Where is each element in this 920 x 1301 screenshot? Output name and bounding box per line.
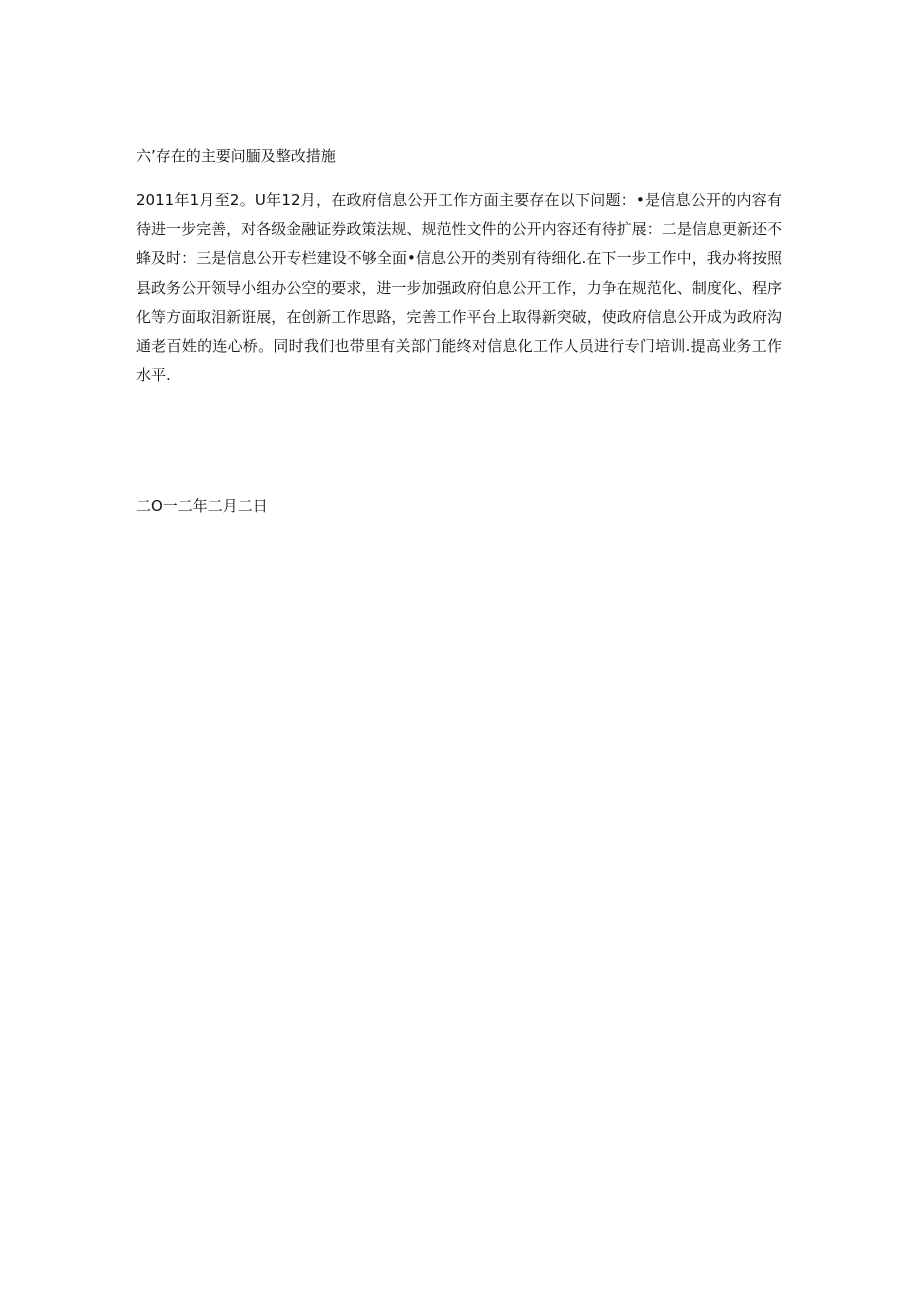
body-paragraph: 2011年1月至2。U年12月，在政府信息公开工作方面主要存在以下问题：•是信息公开的内容有待进一步完善，对各级金融证券政策法规、规范性文件的公开内容还有待扩展：二是信息更新还不蜂及时：三是信息公开专栏建设不够全面•信息公开的类别有待细化.在下一步工作中，我办将按照县政务公开领导小组办公空的要求，进一步加强政府伯息公开工作，力争在规范化、制度化、程序化等方面取泪新诳展，在创新工作思路，完善工作平台上取得新突破，使政府信息公开成为政府沟通老百姓的连心桥。同时我们也带里有关部门能终对信息化工作人员进行专门培训.提高业务工作水平.	[136, 191, 782, 385]
section-heading: 六’存在的主要问腼及整改措施	[136, 147, 336, 165]
document-date: 二O一二年二月二日	[136, 497, 268, 515]
